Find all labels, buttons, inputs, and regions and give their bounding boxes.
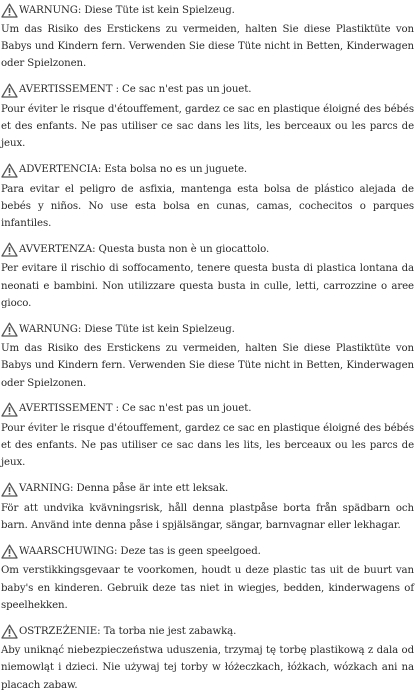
warning-body: Pour éviter le risque d'étouffement, gardez ce sac en plastique éloigné des bébés et des enfants. Ne pas utiliser ce sac dans les lits, les berceaux ou les parcs de jeux.	[1, 103, 414, 150]
warning-body: Aby uniknąć niebezpieczeństwa uduszenia, trzymaj tę torbę plastikową z dala od niemowląt i dzieci. Nie używaj tej torby w łóżeczkach, łóżkach, wózkach ani na placach zabaw.	[1, 645, 414, 691]
warning-block-it	[1, 241, 414, 312]
warning-heading: AVERTISSEMENT : Ce sac n'est pas un jouet.	[19, 84, 252, 96]
warning-body: Um das Risiko des Erstickens zu vermeiden, halten Sie diese Plastiktüte von Babys und Kindern fern. Verwenden Sie diese Tüte nicht in Betten, Kinderwagen oder Spielzonen.	[1, 343, 414, 389]
warning-triangle-icon	[1, 83, 18, 98]
warning-heading: ADVERTENCIA: Esta bolsa no es un juguete.	[19, 164, 248, 176]
warning-heading-row	[1, 82, 414, 99]
warning-body: Om verstikkingsgevaar te voorkomen, houdt u deze plastic tas uit de buurt van baby's en kinderen. Gebruik deze tas niet in wiegjes, bedden, kinderwagens of speelhekken.	[1, 565, 414, 611]
warning-body: Um das Risiko des Erstickens zu vermeiden, halten Sie diese Plastiktüte von Babys und Kindern fern. Verwenden Sie diese Tüte nicht in Betten, Kinderwagen oder Spielzonen.	[1, 24, 414, 70]
warning-heading: AVERTISSEMENT : Ce sac n'est pas un jouet.	[19, 403, 252, 415]
warning-heading-row	[1, 2, 414, 19]
warning-heading-row	[1, 481, 414, 498]
warning-block-nl	[1, 543, 414, 614]
warning-body: Pour éviter le risque d'étouffement, gardez ce sac en plastique éloigné des bébés et des enfants. Ne pas utiliser ce sac dans les lits, les berceaux ou les parcs de jeux.	[1, 422, 414, 469]
warning-block-sv	[1, 481, 414, 534]
warning-triangle-icon	[1, 624, 18, 639]
warning-triangle-icon	[1, 163, 18, 178]
warning-heading-row	[1, 162, 414, 179]
warning-block-de-2	[1, 321, 414, 392]
warning-block-es	[1, 162, 414, 233]
warning-triangle-icon	[1, 544, 18, 559]
warning-triangle-icon	[1, 402, 18, 417]
warning-heading-row	[1, 321, 414, 338]
warning-triangle-icon	[1, 3, 18, 18]
warning-triangle-icon	[1, 242, 18, 257]
warning-triangle-icon	[1, 322, 18, 337]
warning-heading-row	[1, 241, 414, 258]
warning-heading-row	[1, 401, 414, 418]
warning-block-fr	[1, 82, 414, 153]
warning-body: För att undvika kvävningsrisk, håll denna plastpåse borta från spädbarn och barn. Använd inte denna påse i spjälsängar, sängar, barnvagnar eller lekhagar.	[1, 502, 414, 531]
warning-heading: WARNUNG: Diese Tüte ist kein Spielzeug.	[19, 323, 235, 335]
warning-body: Per evitare il rischio di soffocamento, tenere questa busta di plastica lontana da neonati e bambini. Non utilizzare questa busta in culle, letti, carrozzine o aree gioco.	[1, 263, 414, 309]
warning-heading-row	[1, 623, 414, 640]
warning-heading: WARNUNG: Diese Tüte ist kein Spielzeug.	[19, 4, 235, 16]
warning-heading: VARNING: Denna påse är inte ett leksak.	[19, 483, 229, 495]
warning-block-fr-2	[1, 401, 414, 472]
warning-block-de	[1, 2, 414, 73]
warning-heading: WAARSCHUWING: Deze tas is geen speelgoed.	[19, 545, 261, 557]
warning-heading: OSTRZEŻENIE: Ta torba nie jest zabawką.	[19, 625, 237, 637]
warning-block-pl	[1, 623, 414, 694]
warning-heading: AVVERTENZA: Questa busta non è un giocattolo.	[19, 243, 270, 255]
warning-body: Para evitar el peligro de asfixia, mantenga esta bolsa de plástico alejada de bebés y niños. No use esta bolsa en cunas, camas, cochecitos o parques infantiles.	[1, 183, 414, 229]
warning-triangle-icon	[1, 482, 18, 497]
warning-heading-row	[1, 543, 414, 560]
